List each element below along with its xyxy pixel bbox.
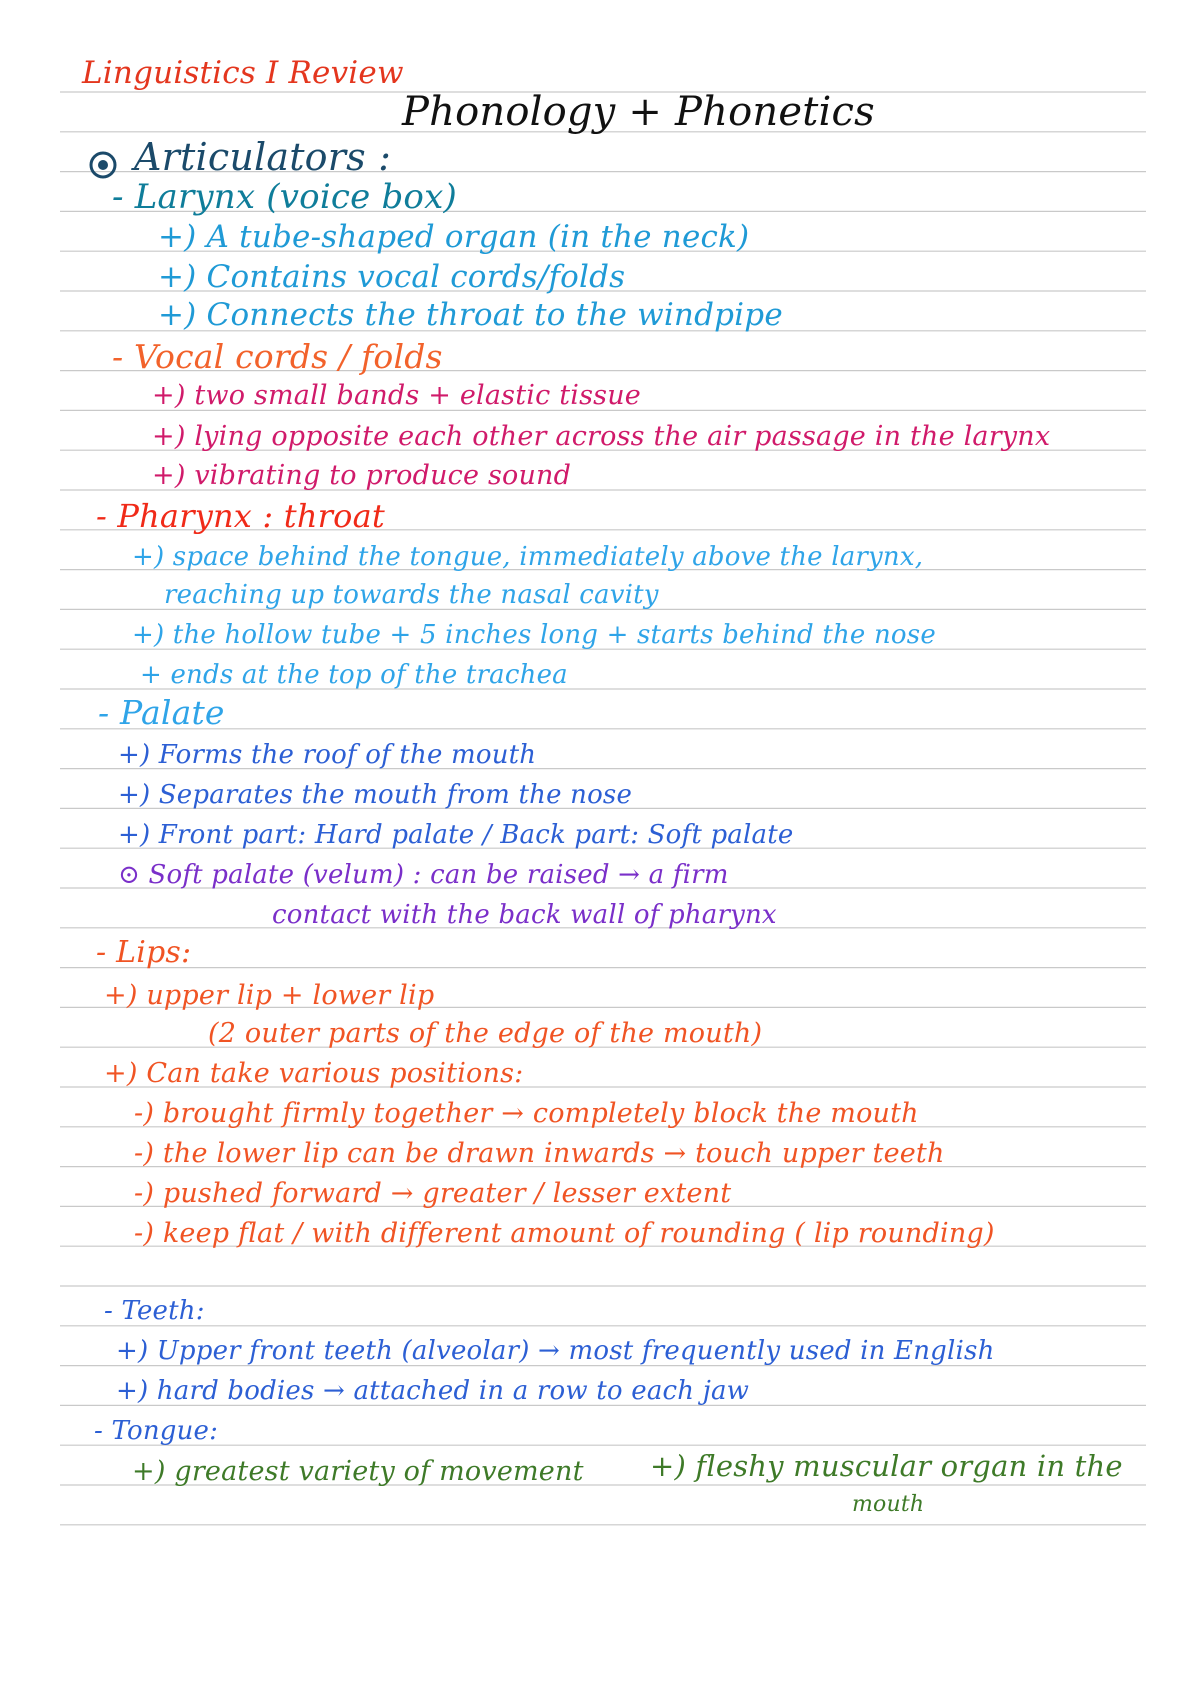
course-title: Linguistics I Review [82, 55, 404, 91]
tongue-title: - Tongue: [94, 1416, 219, 1446]
articulators-heading: Articulators : [134, 135, 392, 179]
larynx-note: +) Contains vocal cords/folds [158, 259, 626, 295]
palate-title: - Palate [98, 693, 225, 732]
vocal-cords-note: +) vibrating to produce sound [152, 460, 572, 491]
tongue-note: mouth [852, 1492, 925, 1517]
larynx-note: +) A tube-shaped organ (in the neck) [158, 219, 750, 255]
larynx-note: +) Connects the throat to the windpipe [158, 297, 783, 333]
pharynx-note: +) space behind the tongue, immediately above the larynx, [132, 542, 924, 572]
teeth-note: +) hard bodies → attached in a row to each jaw [116, 1376, 750, 1406]
larynx-title: - Larynx (voice box) [112, 177, 457, 217]
vocal-cords-note: +) lying opposite each other across the air passage in the larynx [152, 421, 1051, 452]
palate-note: +) Separates the mouth from the nose [118, 780, 633, 810]
page-title: Phonology + Phonetics [402, 89, 875, 135]
tongue-note: +) greatest variety of movement [132, 1456, 584, 1487]
vocal-cords-note: +) two small bands + elastic tissue [152, 380, 641, 411]
lips-note: +) upper lip + lower lip [104, 980, 435, 1011]
palate-note: contact with the back wall of pharynx [272, 900, 777, 930]
pharynx-note: +) the hollow tube + 5 inches long + starts behind the nose [132, 620, 936, 650]
pharynx-note: + ends at the top of the trachea [140, 660, 568, 690]
lips-note: -) pushed forward → greater / lesser extent [134, 1178, 732, 1209]
lips-note: -) brought firmly together → completely block the mouth [134, 1098, 919, 1129]
tongue-note: +) fleshy muscular organ in the [650, 1449, 1123, 1483]
pharynx-note: reaching up towards the nasal cavity [164, 580, 659, 610]
circled-dot-icon [88, 150, 118, 180]
palate-note: +) Forms the roof of the mouth [118, 740, 537, 770]
lips-note: +) Can take various positions: [104, 1058, 524, 1089]
palate-note: ⊙ Soft palate (velum) : can be raised → a firm [118, 860, 729, 890]
vocal-cords-title: - Vocal cords / folds [112, 337, 443, 376]
lips-note: -) keep flat / with different amount of rounding ( lip rounding) [134, 1218, 995, 1249]
palate-note: +) Front part: Hard palate / Back part: Soft palate [118, 820, 794, 850]
teeth-note: +) Upper front teeth (alveolar) → most frequently used in English [116, 1336, 995, 1366]
lips-note: -) the lower lip can be drawn inwards → touch upper teeth [134, 1138, 945, 1169]
lips-note: (2 outer parts of the edge of the mouth) [208, 1018, 763, 1049]
teeth-title: - Teeth: [104, 1296, 205, 1326]
pharynx-title: - Pharynx : throat [96, 497, 385, 535]
lips-title: - Lips: [96, 935, 192, 970]
